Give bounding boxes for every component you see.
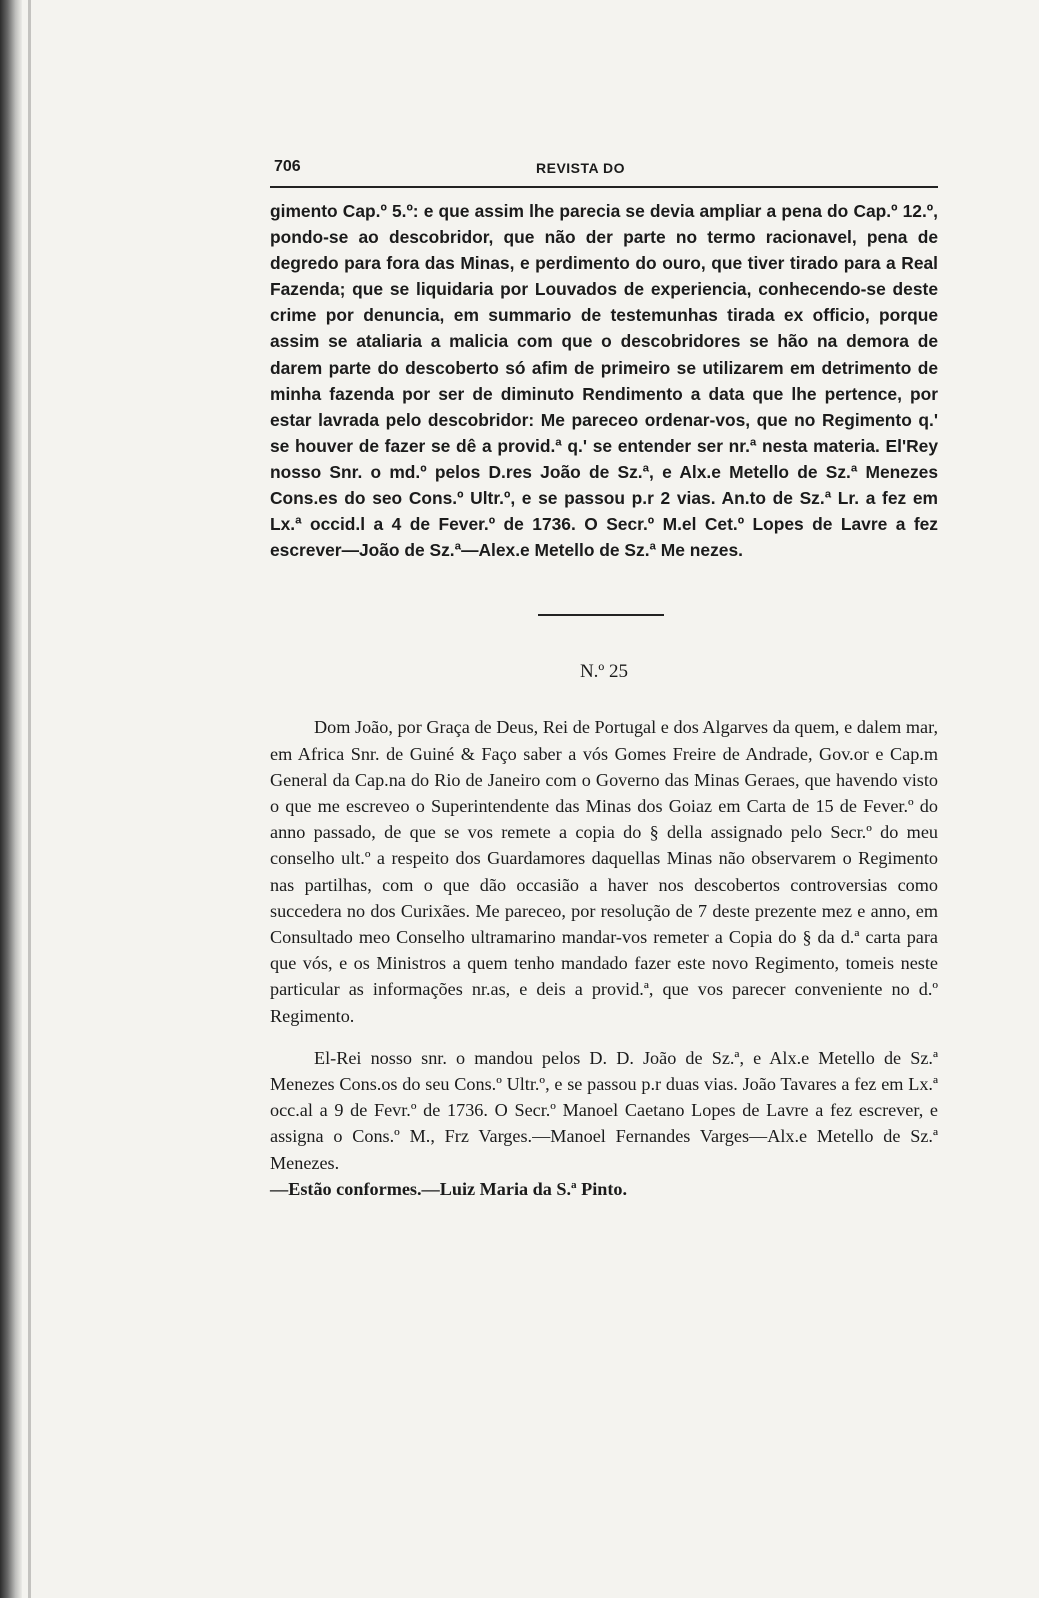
page-binding-shadow — [0, 0, 22, 1598]
document-number: N.º 25 — [579, 661, 629, 683]
page-binding-line — [28, 0, 31, 1598]
closing-attestation: —Estão conformes.—Luiz Maria da S.ª Pinto. — [270, 1178, 628, 1199]
book-page — [270, 150, 938, 1202]
running-head — [270, 150, 938, 184]
page-number: 706 — [274, 158, 301, 175]
section-divider — [538, 614, 664, 616]
paragraph-3 — [270, 1045, 938, 1202]
paragraph-1: gimento Cap.º 5.º: e que assim lhe parecia se devia ampliar a pena do Cap.º 12.º, pondo-se ao descobridor, que não der parte no termo racionavel, pena de degredo para fora das Minas, e perdimento do ouro, que tiver tirado para a Real Fazenda; que se liquidaria por Louvados de experiencia, conhecendo-se deste crime por denuncia, em summario de testemunhas tirada ex officio, porque assim se ataliaria a malicia com que o descobridores se hão na demora de darem parte do descoberto só afim de primeiro se utilizarem em detrimento de minha fazenda por ser de diminuto Rendimento a data que lhe pertence, por estar lavrada pelo descobridor: Me pareceo ordenar-vos, que no Regimento q.' se houver de fazer se dê a provid.ª q.' se entender ser nr.ª nesta materia. El'Rey nosso Snr. o md.º pelos D.res João de Sz.ª, e Alx.e Metello de Sz.ª Menezes Cons.es do seo Cons.º Ultr.º, e se passou p.r 2 vias. An.to de Sz.ª Lr. a fez em Lx.ª occid.l a 4 de Fever.º de 1736. O Secr.º M.el Cet.º Lopes de Lavre a fez escrever—João de Sz.ª—Alex.e Metello de Sz.ª Me nezes. — [270, 201, 938, 561]
header-rule — [270, 186, 938, 188]
paragraph-2: Dom João, por Graça de Deus, Rei de Portugal e dos Algarves da quem, e dalem mar, em Africa Snr. de Guiné & Faço saber a vós Gomes Freire de Andrade, Gov.or e Cap.m General da Cap.na do Rio de Janeiro com o Governo das Minas Geraes, que havendo visto o que me escreveo o Superintendente das Minas dos Goiaz em Carta de 15 de Fever.º do anno passado, de que se vos remete a copia do § della assignado pelo Secr.º do meu conselho ult.º a respeito dos Guardamores daquellas Minas não observarem o Regimento nas partilhas, com o que dão occasião a haver nos descobertos controversias como succedera no dos Curixães. Me pareceo, por resolução de 7 deste prezente mez e anno, em Consultado meo Conselho ultramarino mandar-vos remeter a Copia do § da d.ª carta para que vós, e os Ministros a quem tenho mandado fazer este novo Regimento, tomeis neste particular as informações nr.as, e deis a provid.ª, que vos parecer conveniente no d.º Regimento. — [270, 717, 938, 1026]
paragraph-3-text: El-Rei nosso snr. o mandou pelos D. D. João de Sz.ª, e Alx.e Metello de Sz.ª Menezes Cons.os do seu Cons.º Ultr.º, e se passou p.r duas vias. João Tavares a fez em Lx.ª occ.al a 9 de Fevr.º de 1736. O Secr.º Manoel Caetano Lopes de Lavre a fez escrever, e assigna o Cons.º M., Frz Varges.—Manoel Fernandes Varges—Alx.e Metello de Sz.ª Menezes. — [270, 1047, 938, 1173]
running-title: REVISTA DO — [536, 160, 626, 176]
